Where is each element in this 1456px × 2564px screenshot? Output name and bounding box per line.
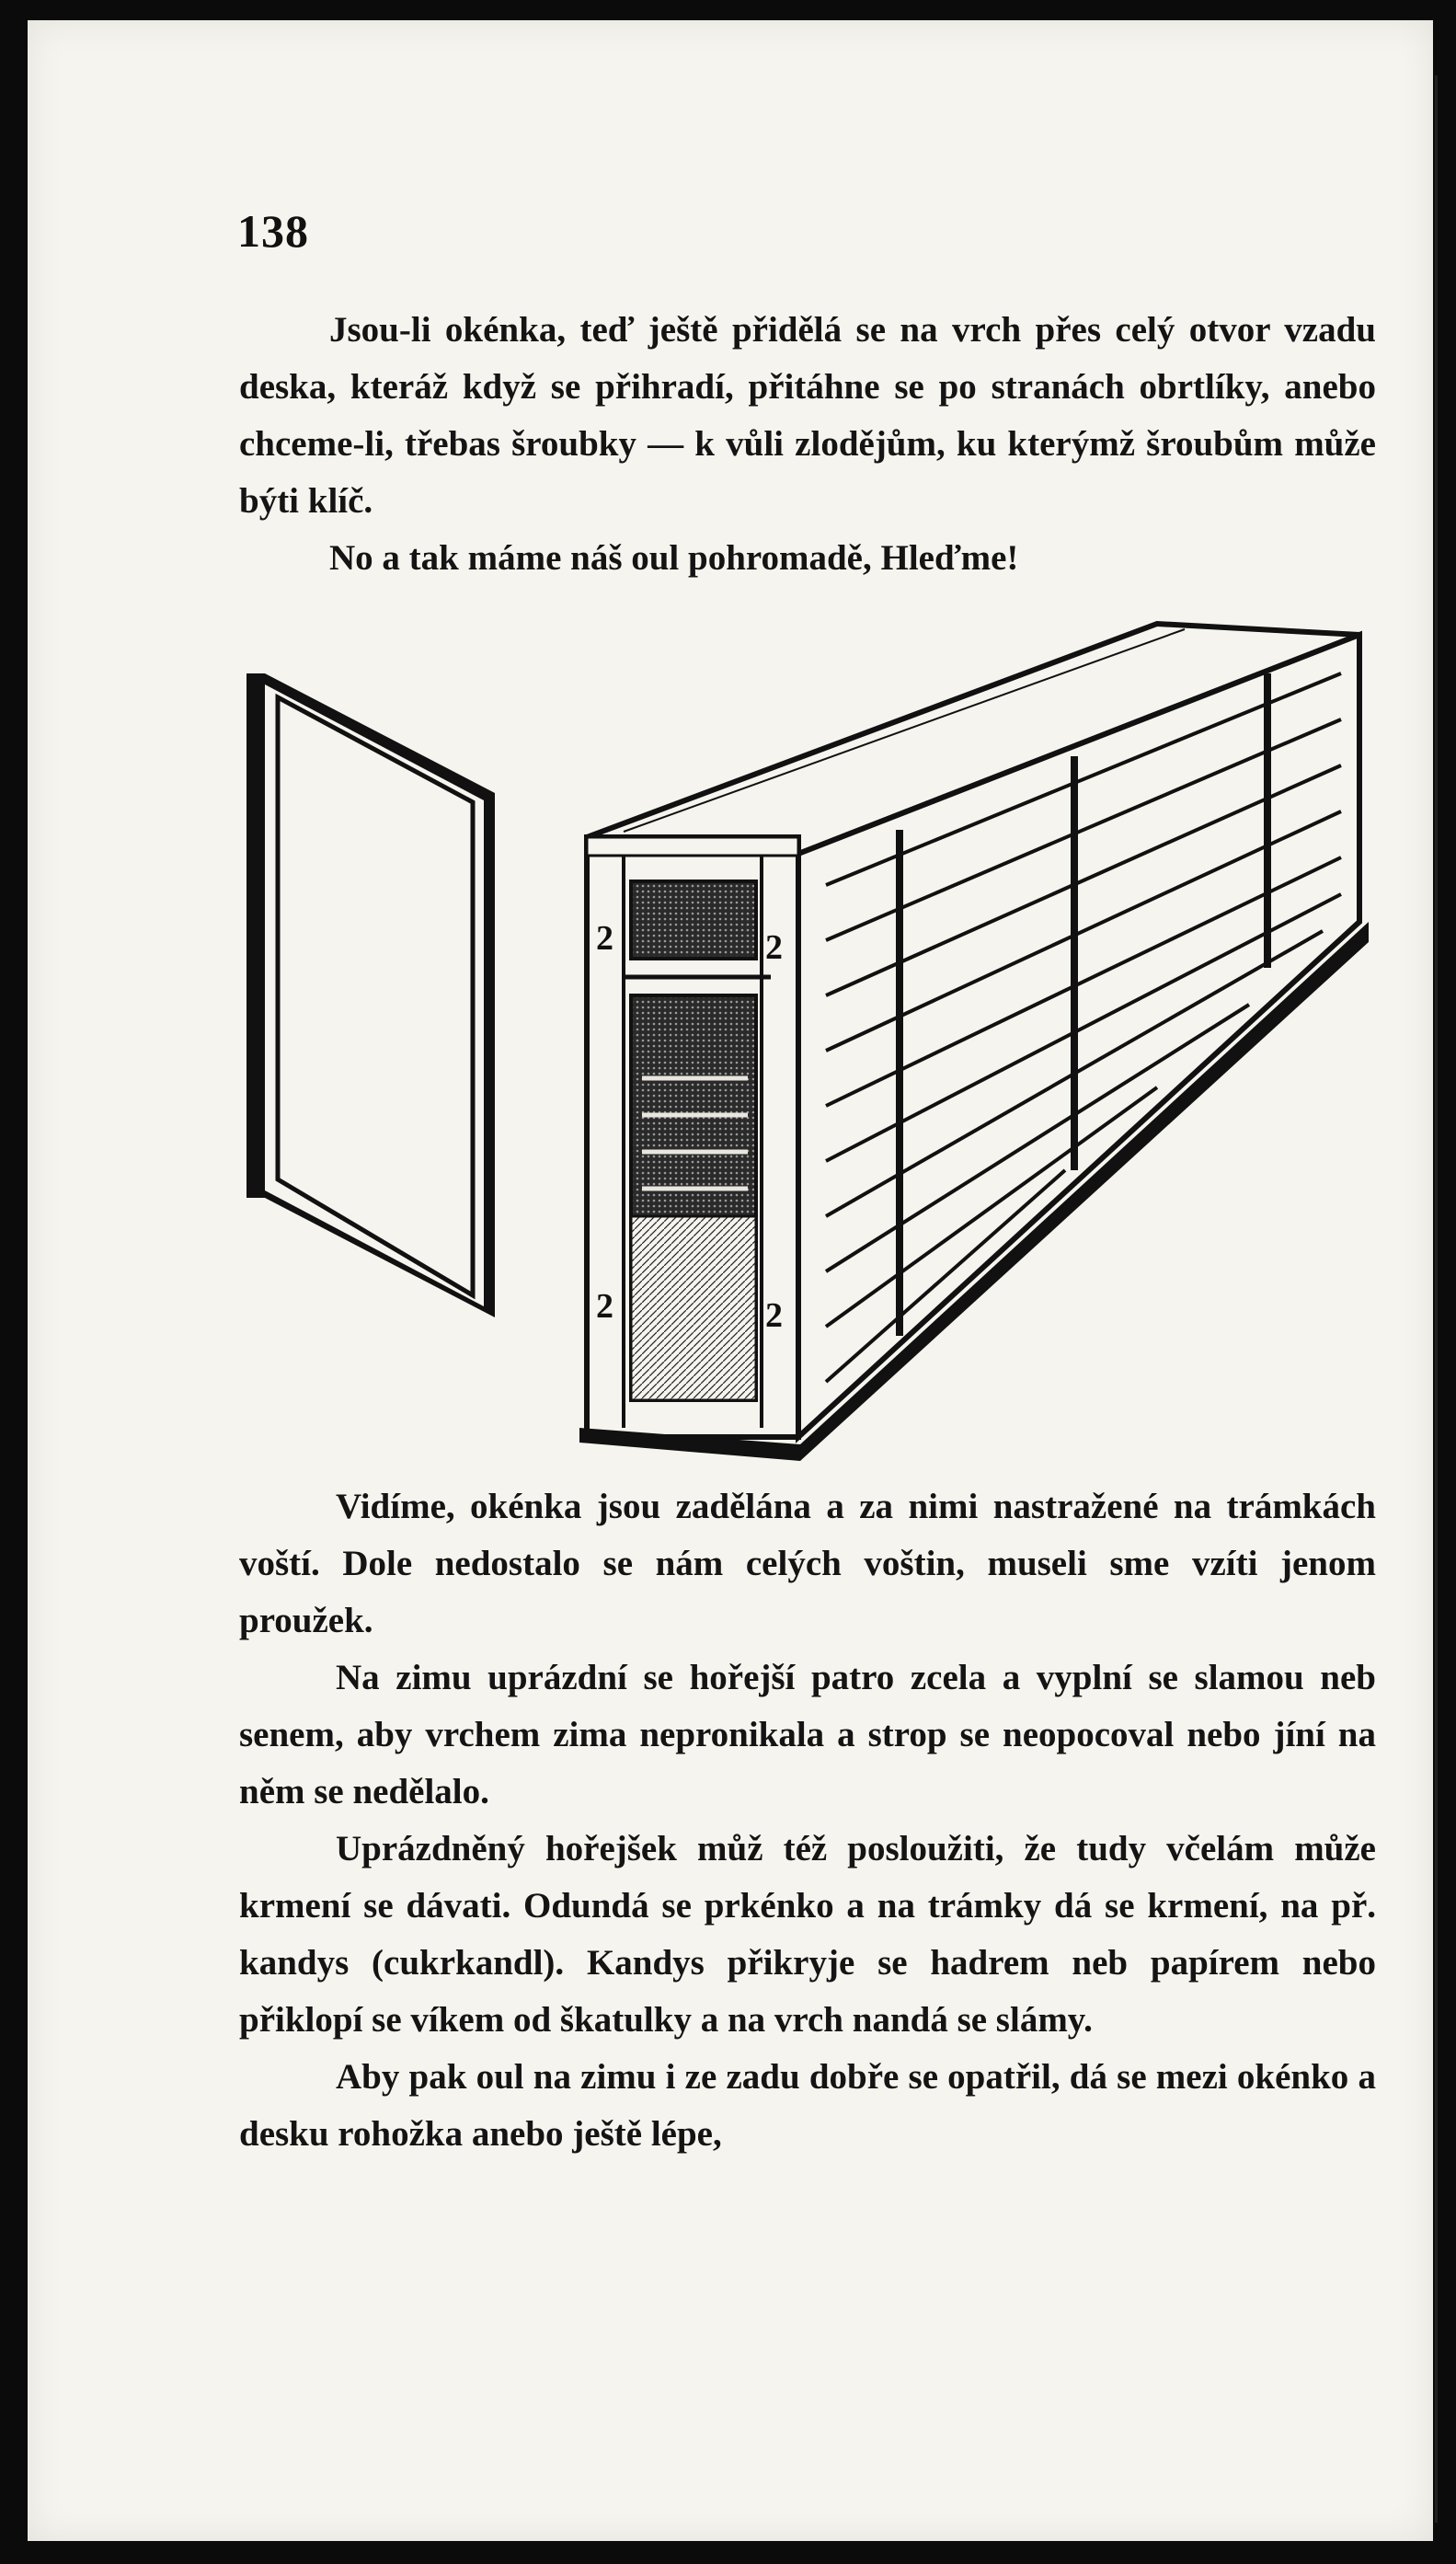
figure-label-3: 2 [596,1287,613,1326]
paragraph-3-text: Na zimu uprázdní se hořejší patro zcela a vyplní se slamou neb senem, aby vrchem zima nepronikala a strop se neopocoval nebo jíní na něm se nedělalo. [239,1658,1376,1811]
paragraph-1b [239,530,1376,587]
beehive-drawing [237,618,1378,1492]
paragraph-1b-text: No a tak máme náš oul pohromadě, Hleďme! [329,538,1019,578]
paragraph-4 [239,1821,1376,2049]
paragraph-2 [239,1478,1376,1650]
figure-label-4: 2 [765,1296,783,1335]
hive-body [579,624,1369,1461]
paragraph-1-text: Jsou-li okénka, teď ještě přidělá se na vrch přes celý otvor vzadu deska, kteráž když se přihradí, přitáhne se po stranách obrtlíky, anebo chceme-li, třebas šroubky — k vůli zlodějům, ku kterýmž šroubům může býti klíč. [239,310,1376,521]
window-panel [246,673,495,1317]
page-number: 138 [237,205,309,257]
figure-label-1: 2 [596,919,613,958]
paragraphs-lower [239,1478,1376,2163]
paragraph-4-text: Uprázdněný hořejšek můž též posloužiti, že tudy včelám může krmení se dávati. Odundá se prkénko a na trámky dá se krmení, na př. kandys (cukrkandl). Kandys přikryje se hadrem neb papírem nebo přiklopí se víkem od škatulky a na vrch nandá se slámy. [239,1829,1376,2040]
paragraph-5 [239,2049,1376,2163]
page-edge-rule [1435,75,1438,2523]
figure-label-2: 2 [765,928,783,967]
beehive-illustration [237,618,1378,1492]
paragraph-3 [239,1650,1376,1821]
book-page [28,20,1433,2541]
paragraph-1 [239,302,1376,587]
paragraph-2-text: Vidíme, okénka jsou zadělána a za nimi nastražené na trámkách voští. Dole nedostalo se nám celých voštin, museli sme vzíti jenom proužek. [239,1487,1376,1640]
paragraph-5-text: Aby pak oul na zimu i ze zadu dobře se opatřil, dá se mezi okénko a desku rohožka anebo ještě lépe, [239,2057,1376,2154]
